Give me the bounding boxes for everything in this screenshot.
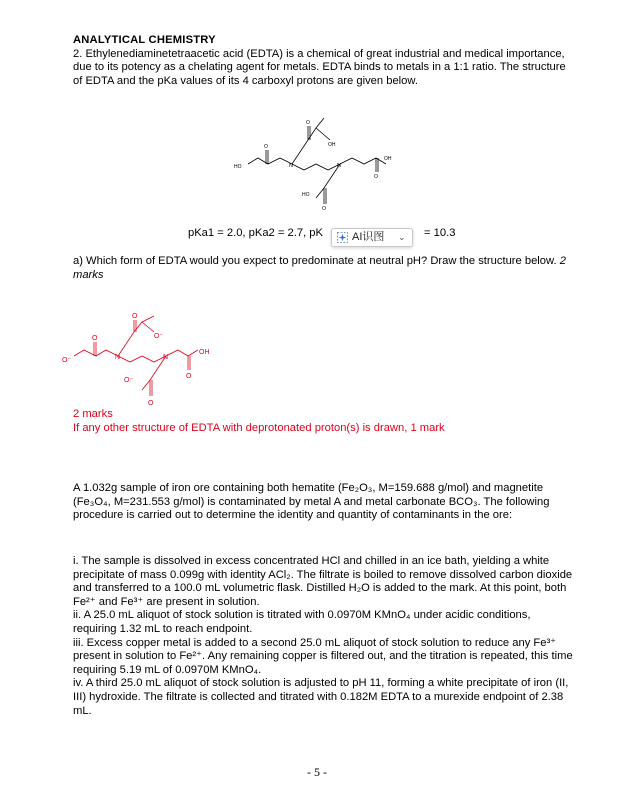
n-atom: N [289,163,293,169]
page-number: - 5 - [307,765,327,779]
part-a-question: a) Which form of EDTA would you expect to predominate at neutral pH? Draw the structure below. [73,255,557,267]
o-label: O [186,373,192,380]
answer-marks: 2 marks [73,408,113,420]
o-label: O [264,144,268,150]
o-minus-label: O⁻ [154,333,164,340]
step-i: i. The sample is dissolved in excess concentrated HCl and chilled in an ice bath, yielding a white precipitate of mass 0.099g with identity ACl₂. The filtrate is boiled to remove dissolved carbon dioxide and transferred to a 100.0 mL volumetric flask. Distilled H₂O is added to the mark. At this point, both Fe²⁺ and Fe³⁺ are present in solution. [73,555,573,608]
n-atom: N [163,354,169,361]
edta-answer-structure [60,308,220,410]
question-2-header [73,34,573,88]
o-label: O [374,174,378,180]
o-minus-label: O⁻ [62,357,72,364]
oh-label: OH [328,142,336,148]
part-a-marks: 2 marks [73,255,566,281]
answer-note: If any other structure of EDTA with deprotonated proton(s) is drawn, 1 mark [73,421,445,434]
q2-intro: 2. Ethylenediaminetetraacetic acid (EDTA) is a chemical of great industrial and medical importance, due to its potency as a chelating agent for metals. EDTA binds to metals in a 1:1 ratio. The structure of EDTA and the pKa values of its 4 carboxyl protons are given below. [73,47,566,87]
section-title: ANALYTICAL CHEMISTRY [73,34,216,46]
n-atom: N [115,354,121,361]
o-label: O [306,120,310,126]
sparkle-icon [337,232,348,243]
step-iii: iii. Excess copper metal is added to a second 25.0 mL aliquot of stock solution to reduce any Fe³⁺ present in solution to Fe²⁺. Any remaining copper is filtered out, and the titration is repeated, this time requiring 5.19 mL of 0.0970M KMnO₄. [73,636,573,676]
o-label: O [92,335,98,342]
step-ii: ii. A 25.0 mL aliquot of stock solution is titrated with 0.0970M KMnO₄ under acidic conditions, requiring 1.32 mL to reach endpoint. [73,609,531,635]
pka-text-end: = 10.3 [424,227,456,239]
o-label: O [322,206,326,212]
sample-paragraph [73,482,573,523]
o-label: O [132,313,138,320]
ai-image-recognition-button[interactable] [331,228,413,247]
part-a [73,255,573,282]
step-iv: iv. A third 25.0 mL aliquot of stock solution is adjusted to pH 11, forming a white precipitate of iron (II, III) hydroxide. The filtrate is collected and titrated with 0.182M EDTA to a murexide endpoint of 2.38 mL. [73,677,569,717]
sample-text: A 1.032g sample of iron ore containing both hematite (Fe₂O₃, M=159.688 g/mol) and magnetite (Fe₃O₄, M=231.553 g/mol) is contaminated by metal A and metal carbonate BCO₃. The following procedure is carried out to determine the identity and quantity of contaminants in the ore: [73,482,550,522]
answer-block [73,408,573,435]
ai-button-label: AI识图 [352,231,385,243]
edta-structure-diagram [220,112,420,220]
chevron-down-icon: ⌄ [398,232,406,242]
o-label: O [148,400,154,407]
o-minus-label: O⁻ [124,377,134,384]
pka-text: pKa1 = 2.0, pKa2 = 2.7, pK [188,227,323,239]
ho-label: HO [302,192,310,198]
oh-label: OH [199,349,210,356]
procedure-steps [73,555,573,718]
n-atom: N [337,163,341,169]
oh-label: OH [384,156,392,162]
ho-label: HO [234,164,242,170]
